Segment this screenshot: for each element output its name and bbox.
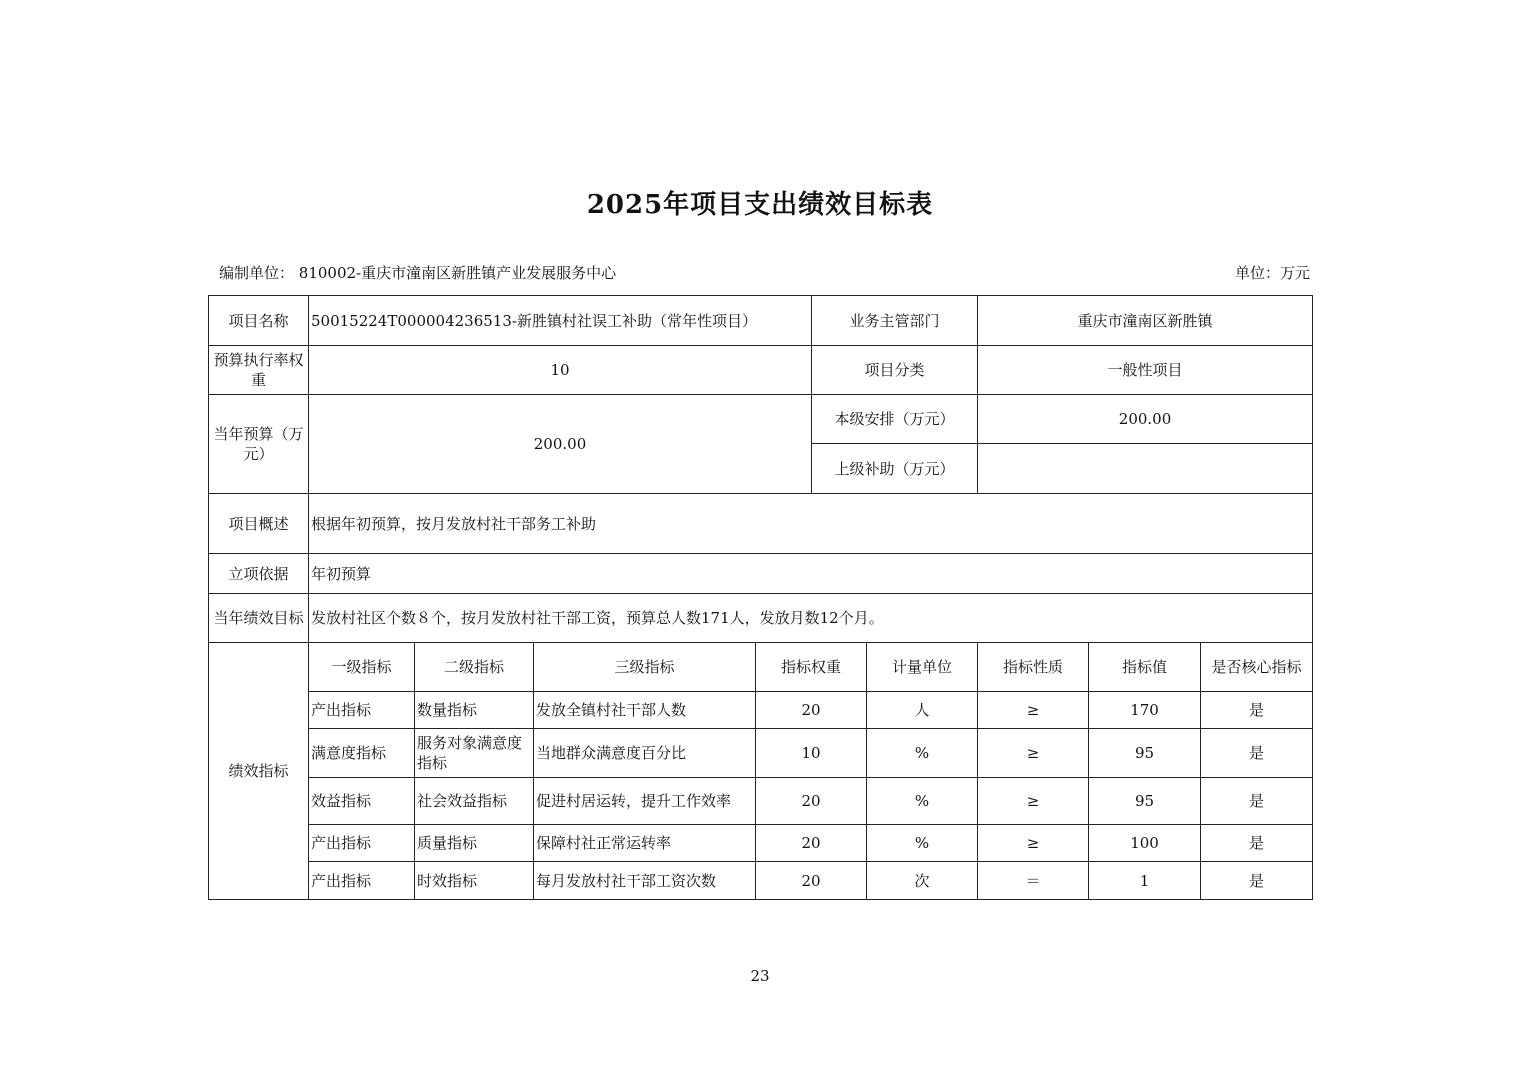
overview-label: 项目概述 [209,494,309,554]
cell: 100 [1089,825,1201,862]
upper-value [978,444,1313,494]
cell: 保障村社正常运转率 [534,825,756,862]
performance-table [208,295,1313,900]
cell: 产出指标 [309,692,415,729]
cell: 1 [1089,862,1201,900]
cell: 当地群众满意度百分比 [534,729,756,778]
dept-value: 重庆市潼南区新胜镇 [978,296,1313,346]
cell: % [867,729,978,778]
budget-label: 当年预算（万元） [209,395,309,494]
upper-label: 上级补助（万元） [812,444,978,494]
table-row [209,862,1313,900]
cell: ≥ [978,825,1089,862]
cell: ≥ [978,778,1089,825]
cell: ≥ [978,692,1089,729]
goal-label: 当年绩效目标 [209,594,309,643]
cell: 人 [867,692,978,729]
project-name-value: 50015224T000004236513-新胜镇村社误工补助（常年性项目） [309,296,812,346]
cell: 是 [1201,729,1313,778]
table-row [209,346,1313,395]
table-row [209,692,1313,729]
category-value: 一般性项目 [978,346,1313,395]
cell: ≥ [978,729,1089,778]
weight-value: 10 [309,346,812,395]
cell: 发放全镇村社干部人数 [534,692,756,729]
header-cell: 指标值 [1089,643,1201,692]
cell: % [867,778,978,825]
cell: 是 [1201,692,1313,729]
cell: ＝ [978,862,1089,900]
page-title: 2025年项目支出绩效目标表 [586,190,934,220]
cell: 时效指标 [415,862,534,900]
header-cell: 指标权重 [756,643,867,692]
table-row [209,643,1313,692]
header-cell: 是否核心指标 [1201,643,1313,692]
local-value: 200.00 [978,395,1313,444]
cell: 产出指标 [309,862,415,900]
cell: 20 [756,692,867,729]
perf-label: 绩效指标 [209,643,309,900]
unit-label: 单位：万元 [1234,264,1310,282]
org-label: 编制单位： [219,264,295,282]
project-name-label: 项目名称 [209,296,309,346]
page-number: 23 [750,967,770,985]
local-label: 本级安排（万元） [812,395,978,444]
cell: 促进村居运转，提升工作效率 [534,778,756,825]
cell: 满意度指标 [309,729,415,778]
cell: 95 [1089,778,1201,825]
overview-value: 根据年初预算，按月发放村社干部务工补助 [309,494,1313,554]
cell: 每月发放村社干部工资次数 [534,862,756,900]
header-cell: 计量单位 [867,643,978,692]
cell: 次 [867,862,978,900]
cell: 数量指标 [415,692,534,729]
cell: 20 [756,778,867,825]
table-row [209,729,1313,778]
header-line [219,262,1310,283]
cell: 质量指标 [415,825,534,862]
category-label: 项目分类 [812,346,978,395]
table-row [209,778,1313,825]
table-row [209,494,1313,554]
cell: 社会效益指标 [415,778,534,825]
header-cell: 一级指标 [309,643,415,692]
weight-label: 预算执行率权重 [209,346,309,395]
cell: % [867,825,978,862]
cell: 是 [1201,862,1313,900]
goal-value: 发放村社区个数８个，按月发放村社干部工资，预算总人数171人，发放月数12个月。 [309,594,1313,643]
cell: 20 [756,862,867,900]
header-cell: 二级指标 [415,643,534,692]
basis-value: 年初预算 [309,554,1313,594]
cell: 170 [1089,692,1201,729]
table-row [209,395,1313,444]
cell: 效益指标 [309,778,415,825]
dept-label: 业务主管部门 [812,296,978,346]
cell: 服务对象满意度指标 [415,729,534,778]
org-value: 810002-重庆市潼南区新胜镇产业发展服务中心 [298,264,617,282]
cell: 是 [1201,778,1313,825]
basis-label: 立项依据 [209,554,309,594]
cell: 是 [1201,825,1313,862]
header-cell: 指标性质 [978,643,1089,692]
header-cell: 三级指标 [534,643,756,692]
table-row [209,594,1313,643]
cell: 20 [756,825,867,862]
budget-value: 200.00 [309,395,812,494]
table-row [209,296,1313,346]
cell: 产出指标 [309,825,415,862]
table-row [209,825,1313,862]
table-row [209,554,1313,594]
cell: 10 [756,729,867,778]
cell: 95 [1089,729,1201,778]
